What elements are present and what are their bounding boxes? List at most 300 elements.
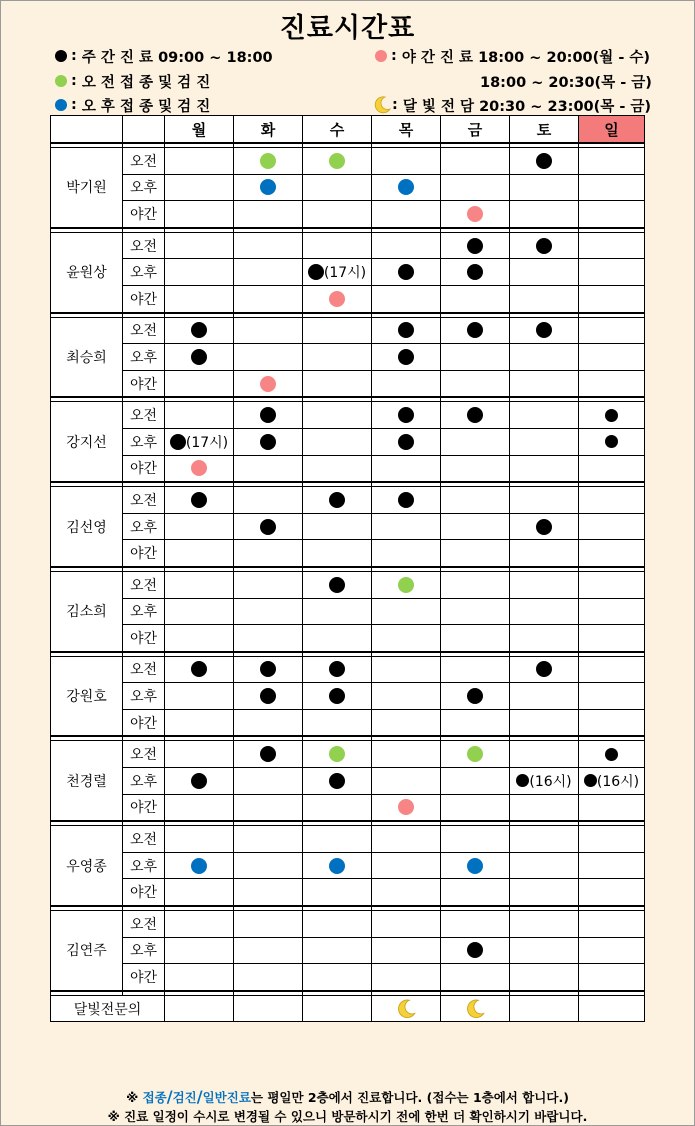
blue-dot-icon [260, 179, 276, 195]
schedule-cell [165, 709, 234, 736]
schedule-cell [165, 826, 234, 853]
doctor-name: 강지선 [51, 402, 123, 482]
schedule-cell [165, 344, 234, 371]
legend-pm: : 오 후 접 종 및 검 진 [55, 95, 210, 115]
schedule-cell [165, 174, 234, 201]
schedule-cell [165, 232, 234, 259]
schedule-cell [579, 571, 645, 598]
table-row [51, 259, 645, 286]
pink-dot-icon [398, 799, 414, 815]
schedule-cell [510, 428, 579, 455]
black-dot-icon [191, 773, 207, 789]
schedule-cell [441, 317, 510, 344]
black-dot-icon [329, 492, 345, 508]
schedule-cell [579, 826, 645, 853]
schedule-cell [441, 625, 510, 652]
black-dot-icon [536, 153, 552, 169]
schedule-cell [510, 402, 579, 429]
schedule-cell [510, 174, 579, 201]
schedule-cell [372, 964, 441, 991]
schedule-cell [441, 402, 510, 429]
time-note: (17시) [185, 434, 229, 451]
schedule-cell [303, 344, 372, 371]
schedule-cell [441, 571, 510, 598]
schedule-cell [303, 911, 372, 938]
schedule-cell [579, 741, 645, 768]
schedule-cell [510, 741, 579, 768]
doctor-name: 강원호 [51, 656, 123, 736]
day-header: 토 [510, 116, 579, 144]
day-header: 수 [303, 116, 372, 144]
table-row [51, 625, 645, 652]
black-dot-icon [516, 774, 529, 787]
schedule-cell [579, 964, 645, 991]
schedule-cell [303, 768, 372, 795]
schedule-cell [441, 232, 510, 259]
schedule-cell [579, 455, 645, 482]
schedule-cell [372, 402, 441, 429]
schedule-cell [165, 683, 234, 710]
schedule-cell [372, 232, 441, 259]
schedule-cell [234, 232, 303, 259]
schedule-cell [510, 625, 579, 652]
black-dot-icon [467, 688, 483, 704]
slot-label: 오후 [123, 174, 165, 201]
doctor-name: 박기원 [51, 148, 123, 228]
schedule-cell [441, 709, 510, 736]
table-row [51, 513, 645, 540]
schedule-cell [441, 513, 510, 540]
schedule-cell [234, 625, 303, 652]
doctor-name: 우영종 [51, 826, 123, 906]
schedule-cell [510, 995, 579, 1022]
schedule-cell [441, 174, 510, 201]
schedule-cell [579, 201, 645, 228]
black-dot-icon [467, 264, 483, 280]
schedule-cell [372, 487, 441, 514]
moon-icon [395, 998, 417, 1020]
schedule-cell [303, 964, 372, 991]
legend-night: : 야 간 진 료 18:00 ~ 20:00(월 - 수) [375, 46, 650, 66]
table-row [51, 598, 645, 625]
schedule-cell [303, 794, 372, 821]
schedule-cell [303, 317, 372, 344]
schedule-cell [510, 598, 579, 625]
blue-dot-icon [329, 858, 345, 874]
day-header: 월 [165, 116, 234, 144]
moon-icon [372, 95, 392, 115]
schedule-cell [165, 768, 234, 795]
table-row [51, 768, 645, 795]
pink-dot-icon [329, 291, 345, 307]
moon-icon [464, 998, 486, 1020]
slot-label: 오전 [123, 148, 165, 175]
schedule-cell [303, 571, 372, 598]
schedule-cell [303, 428, 372, 455]
schedule-cell [372, 879, 441, 906]
schedule-cell [441, 794, 510, 821]
schedule-cell [234, 741, 303, 768]
schedule-cell [579, 428, 645, 455]
slot-label: 야간 [123, 285, 165, 312]
black-dot-icon [398, 434, 414, 450]
black-dot-icon [467, 942, 483, 958]
schedule-cell [303, 709, 372, 736]
table-row [51, 964, 645, 991]
pink-dot-icon [191, 460, 207, 476]
schedule-cell [165, 794, 234, 821]
black-dot-icon [398, 492, 414, 508]
schedule-cell [165, 285, 234, 312]
schedule-cell [234, 656, 303, 683]
schedule-cell [510, 656, 579, 683]
schedule-cell [372, 513, 441, 540]
schedule-cell [579, 625, 645, 652]
slot-label: 야간 [123, 455, 165, 482]
table-row [51, 317, 645, 344]
schedule-cell [234, 852, 303, 879]
schedule-cell [510, 487, 579, 514]
slot-label: 오전 [123, 571, 165, 598]
black-dot-icon [191, 492, 207, 508]
black-dot-icon [467, 407, 483, 423]
schedule-cell [441, 598, 510, 625]
schedule-cell [234, 370, 303, 397]
schedule-cell [579, 598, 645, 625]
day-header-sunday: 일 [579, 116, 645, 144]
moonlight-label: 달빛전문의 [51, 995, 165, 1022]
schedule-cell [303, 879, 372, 906]
schedule-cell [165, 455, 234, 482]
schedule-cell [510, 455, 579, 482]
slot-label: 오전 [123, 232, 165, 259]
schedule-cell [579, 259, 645, 286]
doctor-name: 윤원상 [51, 232, 123, 312]
schedule-cell [303, 455, 372, 482]
slot-label: 오전 [123, 317, 165, 344]
schedule-cell [303, 683, 372, 710]
schedule-cell [579, 794, 645, 821]
table-row [51, 174, 645, 201]
schedule-cell [579, 317, 645, 344]
schedule-cell [579, 656, 645, 683]
table-row [51, 487, 645, 514]
schedule-cell [234, 995, 303, 1022]
table-row [51, 911, 645, 938]
black-dot-icon [467, 238, 483, 254]
slot-label: 오후 [123, 768, 165, 795]
green-dot-icon [398, 577, 414, 593]
slot-label: 오후 [123, 344, 165, 371]
black-dot-icon [260, 746, 276, 762]
schedule-cell [303, 285, 372, 312]
schedule-cell [234, 571, 303, 598]
schedule-cell [372, 571, 441, 598]
table-row [51, 741, 645, 768]
table-row [51, 826, 645, 853]
schedule-cell [372, 656, 441, 683]
schedule-cell [372, 826, 441, 853]
schedule-cell [234, 826, 303, 853]
schedule-cell [441, 455, 510, 482]
schedule-cell [303, 625, 372, 652]
schedule-cell [234, 937, 303, 964]
schedule-cell [441, 285, 510, 312]
schedule-cell [372, 259, 441, 286]
slot-label: 야간 [123, 540, 165, 567]
schedule-cell [234, 201, 303, 228]
schedule-cell [579, 879, 645, 906]
table-row [51, 571, 645, 598]
slot-label: 오후 [123, 259, 165, 286]
schedule-cell [372, 285, 441, 312]
schedule-cell [303, 402, 372, 429]
schedule-cell [165, 370, 234, 397]
table-row [51, 344, 645, 371]
schedule-cell [372, 148, 441, 175]
table-row [51, 540, 645, 567]
schedule-cell [234, 428, 303, 455]
schedule-cell [303, 148, 372, 175]
black-dot-icon [398, 349, 414, 365]
schedule-cell [165, 911, 234, 938]
schedule-cell [303, 741, 372, 768]
schedule-cell [510, 571, 579, 598]
schedule-cell [165, 571, 234, 598]
schedule-cell [303, 826, 372, 853]
schedule-cell [579, 148, 645, 175]
slot-label: 오후 [123, 683, 165, 710]
doctor-name: 김선영 [51, 487, 123, 567]
slot-label: 오전 [123, 741, 165, 768]
schedule-cell [510, 201, 579, 228]
black-dot-icon [191, 322, 207, 338]
schedule-cell [372, 174, 441, 201]
schedule-cell [165, 964, 234, 991]
schedule-cell [441, 148, 510, 175]
schedule-cell [165, 852, 234, 879]
slot-label: 야간 [123, 370, 165, 397]
schedule-cell [510, 148, 579, 175]
schedule-cell [372, 768, 441, 795]
schedule-cell [165, 879, 234, 906]
table-row [51, 794, 645, 821]
schedule-cell [303, 937, 372, 964]
schedule-cell [441, 741, 510, 768]
slot-label: 오후 [123, 937, 165, 964]
schedule-cell [579, 370, 645, 397]
table-row [51, 879, 645, 906]
schedule-cell [441, 540, 510, 567]
schedule-cell [441, 201, 510, 228]
schedule-cell [234, 487, 303, 514]
time-note: (16시) [596, 773, 640, 790]
schedule-cell [165, 625, 234, 652]
schedule-cell [234, 768, 303, 795]
schedule-cell [303, 232, 372, 259]
black-dot-icon [308, 264, 324, 280]
schedule-cell [234, 598, 303, 625]
schedule-cell [372, 741, 441, 768]
schedule-cell [579, 344, 645, 371]
black-dot-icon [260, 434, 276, 450]
schedule-cell [372, 911, 441, 938]
schedule-cell [510, 317, 579, 344]
blue-dot-icon [467, 858, 483, 874]
schedule-cell [165, 741, 234, 768]
blue-dot-icon [398, 179, 414, 195]
schedule-cell [579, 174, 645, 201]
schedule-cell [579, 768, 645, 795]
black-dot-icon [260, 407, 276, 423]
schedule-cell [165, 995, 234, 1022]
header-blank [51, 116, 123, 144]
schedule-cell [372, 683, 441, 710]
moonlight-row [51, 995, 645, 1022]
schedule-cell [234, 513, 303, 540]
schedule-cell [303, 201, 372, 228]
pink-dot-icon [375, 50, 387, 62]
green-dot-icon [260, 153, 276, 169]
table-row [51, 656, 645, 683]
schedule-cell [441, 344, 510, 371]
schedule-cell [234, 455, 303, 482]
table-row [51, 428, 645, 455]
schedule-cell [234, 402, 303, 429]
schedule-cell [165, 428, 234, 455]
schedule-cell [510, 709, 579, 736]
schedule-cell [579, 232, 645, 259]
slot-label: 오후 [123, 513, 165, 540]
table-row [51, 285, 645, 312]
slot-label: 오전 [123, 402, 165, 429]
schedule-cell [303, 174, 372, 201]
slot-label: 야간 [123, 201, 165, 228]
schedule-cell [165, 317, 234, 344]
schedule-cell [234, 148, 303, 175]
black-dot-icon [329, 661, 345, 677]
table-row [51, 370, 645, 397]
schedule-cell [510, 937, 579, 964]
black-dot-icon [329, 577, 345, 593]
slot-label: 오전 [123, 826, 165, 853]
schedule-cell [165, 598, 234, 625]
schedule-cell [234, 317, 303, 344]
table-row [51, 709, 645, 736]
schedule-cell [372, 370, 441, 397]
table-row [51, 148, 645, 175]
table-row [51, 201, 645, 228]
schedule-cell [165, 259, 234, 286]
schedule-cell [510, 344, 579, 371]
slot-label: 오전 [123, 656, 165, 683]
slot-label: 오후 [123, 598, 165, 625]
black-dot-icon [398, 264, 414, 280]
table-row [51, 683, 645, 710]
schedule-cell [372, 794, 441, 821]
schedule-cell [165, 487, 234, 514]
black-dot-icon [536, 519, 552, 535]
schedule-cell [441, 683, 510, 710]
black-dot-icon [584, 774, 597, 787]
schedule-cell [579, 995, 645, 1022]
schedule-cell [372, 428, 441, 455]
schedule-cell [372, 540, 441, 567]
schedule-cell [303, 598, 372, 625]
schedule-cell [510, 370, 579, 397]
slot-label: 오후 [123, 428, 165, 455]
schedule-cell [372, 852, 441, 879]
table-row [51, 852, 645, 879]
schedule-cell [372, 598, 441, 625]
schedule-cell [372, 317, 441, 344]
black-dot-icon [260, 688, 276, 704]
slot-label: 오전 [123, 911, 165, 938]
table-row [51, 402, 645, 429]
black-dot-icon [605, 409, 618, 422]
schedule-cell [579, 683, 645, 710]
black-dot-icon [536, 238, 552, 254]
schedule-cell [510, 259, 579, 286]
schedule-cell [441, 826, 510, 853]
schedule-cell [303, 370, 372, 397]
black-dot-icon [191, 661, 207, 677]
schedule-cell [165, 656, 234, 683]
header-blank [123, 116, 165, 144]
schedule-cell [165, 201, 234, 228]
schedule-cell [510, 285, 579, 312]
slot-label: 야간 [123, 964, 165, 991]
schedule-cell [303, 487, 372, 514]
schedule-cell [372, 344, 441, 371]
blue-dot-icon [191, 858, 207, 874]
pink-dot-icon [260, 376, 276, 392]
schedule-cell [303, 995, 372, 1022]
black-dot-icon [398, 407, 414, 423]
doctor-name: 최승희 [51, 317, 123, 397]
black-dot-icon [605, 748, 618, 761]
schedule-cell [234, 911, 303, 938]
schedule-cell [441, 911, 510, 938]
schedule-cell [510, 879, 579, 906]
black-dot-icon [260, 519, 276, 535]
schedule-cell [234, 344, 303, 371]
legend-night2: 18:00 ~ 20:30(목 - 금) [480, 74, 652, 91]
black-dot-icon [191, 349, 207, 365]
schedule-cell [579, 937, 645, 964]
doctor-name: 천경렬 [51, 741, 123, 821]
schedule-cell [510, 540, 579, 567]
schedule-cell [441, 937, 510, 964]
slot-label: 야간 [123, 709, 165, 736]
schedule-cell [372, 937, 441, 964]
schedule-cell [441, 852, 510, 879]
schedule-cell [234, 879, 303, 906]
schedule-cell [372, 709, 441, 736]
schedule-cell [303, 852, 372, 879]
schedule-cell [441, 879, 510, 906]
schedule-cell [510, 911, 579, 938]
legend-moon: : 달 빛 전 담 20:30 ~ 23:00(목 - 금) [372, 95, 651, 115]
green-dot-icon [55, 75, 67, 87]
schedule-cell [510, 232, 579, 259]
schedule-cell [165, 402, 234, 429]
schedule-cell [441, 259, 510, 286]
schedule-cell [165, 148, 234, 175]
schedule-cell [510, 683, 579, 710]
footer-note-2: ※ 진료 일정이 수시로 변경될 수 있으니 방문하시기 전에 한번 더 확인하시기 바랍니다. [107, 1109, 588, 1124]
schedule-cell [579, 709, 645, 736]
